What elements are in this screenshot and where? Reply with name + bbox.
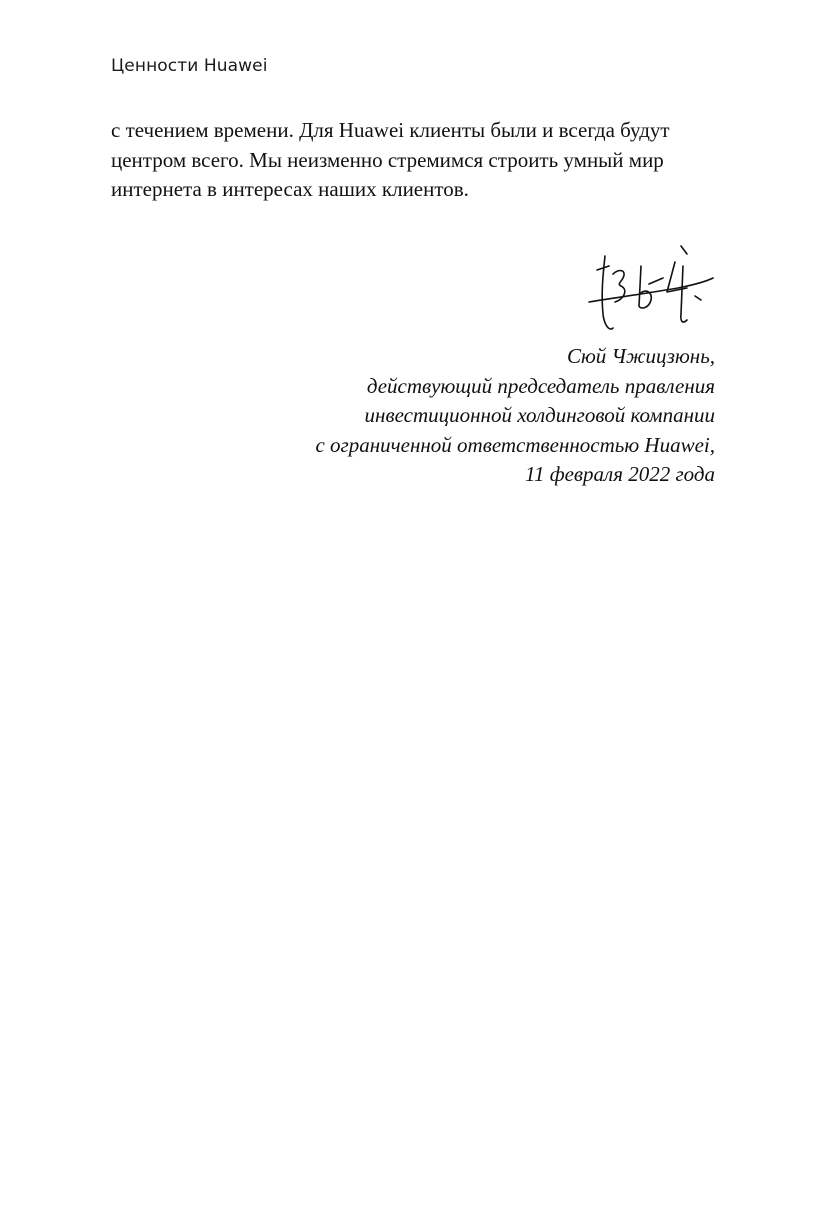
signatory-name: Сюй Чжицзюнь, — [566, 344, 715, 368]
signature-icon — [583, 244, 718, 336]
body-line: центром всего. Мы неизменно стремимся строить умный мир — [111, 147, 664, 172]
body-paragraph — [111, 116, 721, 205]
signature-block — [155, 342, 715, 490]
signatory-title: с ограниченной ответственностью Huawei, — [315, 432, 715, 457]
running-header: Ценности Huawei — [111, 56, 268, 76]
body-line: интернета в интересах наших клиентов. — [111, 177, 469, 201]
signature-date: 11 февраля 2022 года — [525, 462, 715, 486]
signatory-title: действующий председатель правления — [366, 373, 715, 398]
signatory-title: инвестиционной холдинговой компании — [364, 403, 715, 427]
body-line: с течением времени. Для Huawei клиенты были и всегда будут — [111, 118, 670, 142]
